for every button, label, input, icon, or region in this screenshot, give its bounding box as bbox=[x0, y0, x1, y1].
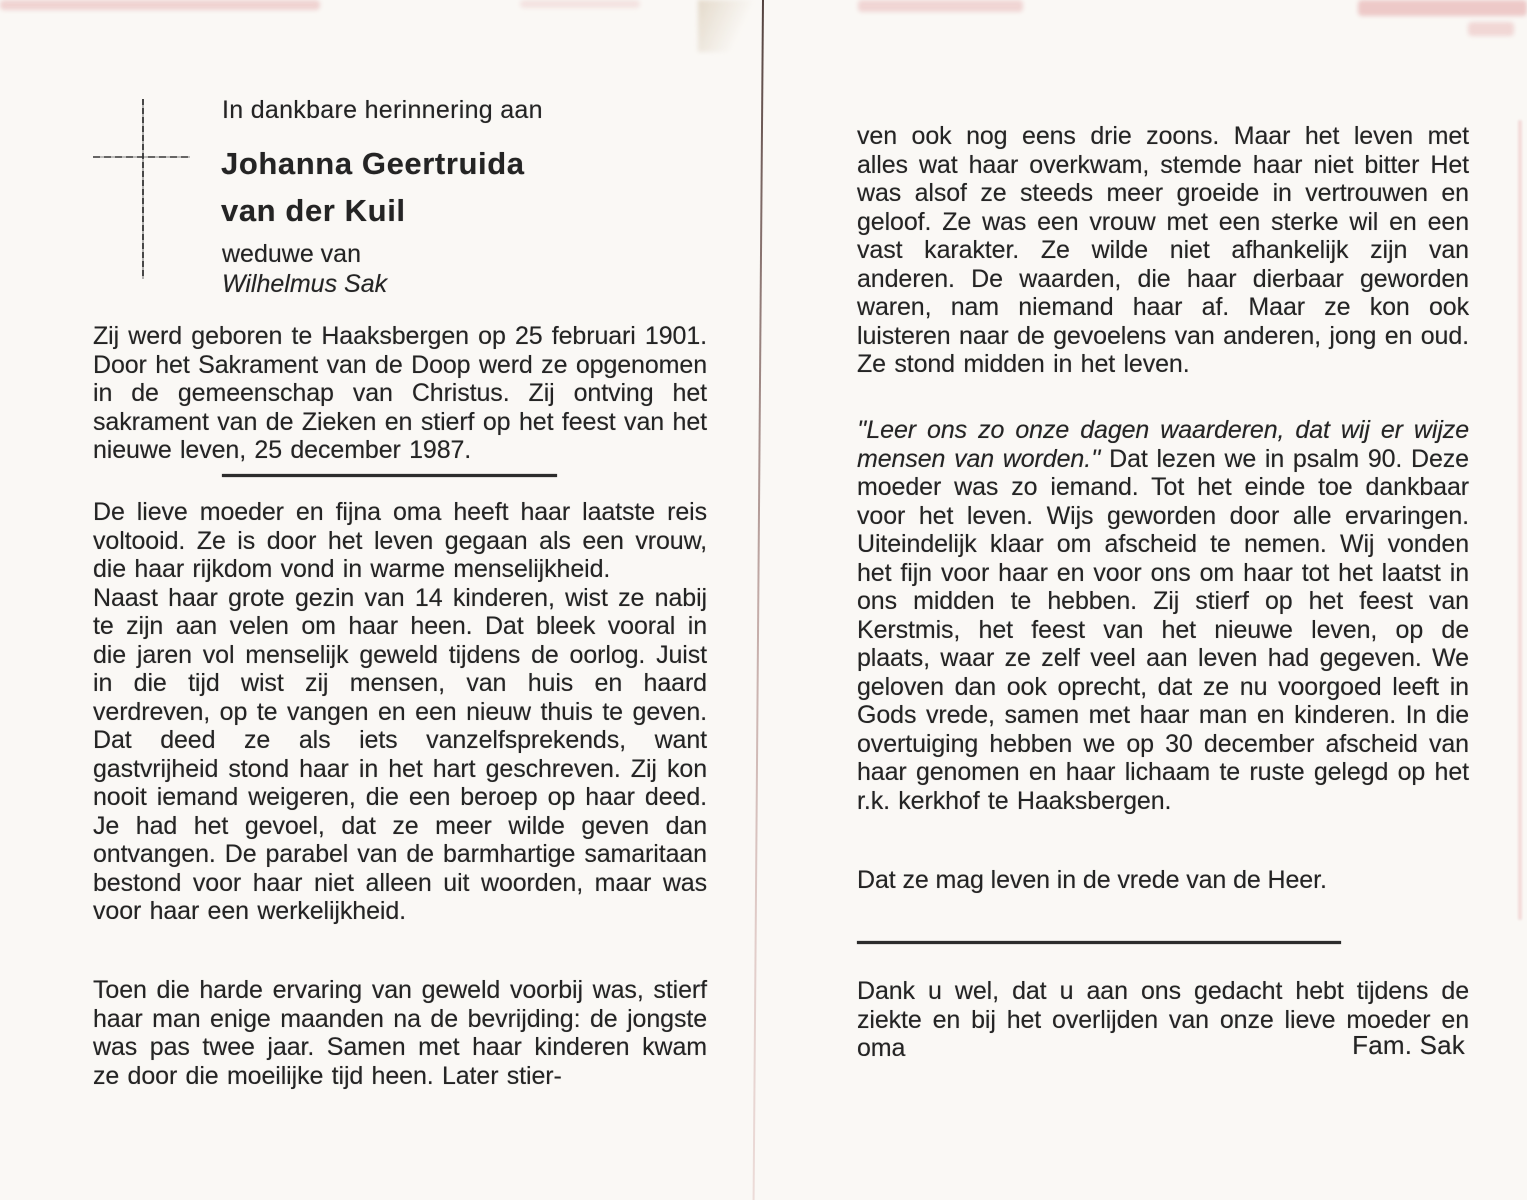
right-page-divider bbox=[857, 941, 1341, 944]
thanks-paragraph: Dank u wel, dat u aan ons gedacht hebt tijdens de ziekte en bij het overlijden van onze lieve moeder en oma bbox=[857, 977, 1469, 1062]
right-page bbox=[763, 0, 1527, 1200]
continuation-paragraph: ven ook nog eens drie zoons. Maar het leven met alles wat haar overkwam, stemde haar niet bitter Het was alsof ze steeds meer groeide in vertrouwen en geloof. Ze was een vrouw met een sterke wil en een vast karakter. Ze wilde niet afhankelijk zijn van anderen. De waarden, die haar dierbaar geworden waren, nam niemand haar af. Maar ze kon ook luisteren naar de gevoelens van anderen, jong en oud. Ze stond midden in het leven. bbox=[857, 122, 1469, 378]
life-paragraph-part-2: Naast haar grote gezin van 14 kinderen, wist ze nabij te zijn aan velen om haar heen. Dat bleek vooral in die jaren vol menselijk geweld tijdens de oorlog. Juist in die tijd wist zij mensen, van huis en haard verdreven, op te vangen en een nieuw thuis te geven. Dat deed ze als iets vanzelfsprekends, want gastvrijheid stond haar in het hart geschreven. Zij kon nooit iemand weigeren, die een beroep op haar deed. Je had het gevoel, dat ze meer wilde geven dan ontvangen. De parabel van de barmhartige samaritaan bestond voor haar niet alleen uit woorden, maar was voor haar een werkelijkheid. bbox=[93, 583, 707, 925]
deceased-name-line-1: Johanna Geertruida bbox=[221, 146, 525, 181]
left-page-divider bbox=[222, 474, 557, 477]
signature: Fam. Sak bbox=[1352, 1030, 1465, 1060]
deceased-name-line-2: van der Kuil bbox=[221, 193, 406, 228]
life-paragraph-part-1: De lieve moeder en fijna oma heeft haar laatste reis voltooid. Ze is door het leven gegaan als een vrouw, die haar rijkdom vond in warme menselijkheid. bbox=[93, 498, 707, 583]
memorial-intro: In dankbare herinnering aan bbox=[222, 96, 543, 124]
blessing-line: Dat ze mag leven in de vrede van de Heer. bbox=[857, 866, 1327, 894]
widow-of-label: weduwe van bbox=[222, 240, 361, 268]
psalm-commentary: Dat lezen we in psalm 90. Deze moeder was zo iemand. Tot het einde toe dankbaar voor het leven. Wijs geworden door alle ervaringen. Uiteindelijk klaar om afscheid te nemen. Wij vonden het fijn voor haar en voor ons om haar tot het laatst in ons midden te hebben. Zij stierf op het feest van Kerstmis, het feest van het nieuwe leven, op de plaats, waar ze zelf veel aan leven had gegeven. We geloven dan ook oprecht, dat ze nu voorgoed leeft in Gods vrede, samen met haar man en kinderen. In die overtuiging hebben we op 30 december afscheid van haar genomen en haar lichaam te ruste gelegd op het r.k. kerkhof te Haaksbergen. bbox=[857, 444, 1469, 815]
birth-paragraph: Zij werd geboren te Haaksbergen op 25 februari 1901. Door het Sakrament van de Doop werd ze opgenomen in de gemeenschap van Christus. Zij ontving het sakrament van de Zieken en stierf op het feest van het nieuwe leven, 25 december 1987. bbox=[93, 322, 707, 464]
psalm-paragraph bbox=[857, 416, 1469, 815]
psalm-quote: ''Leer ons zo onze dagen waarderen, dat wij er wijze mensen van worden.'' bbox=[857, 416, 1469, 473]
war-paragraph: Toen die harde ervaring van geweld voorbij was, stierf haar man enige maanden na de bevrijding: de jongste was pas twee jaar. Samen met haar kinderen kwam ze door die moeilijke tijd heen. Later stier- bbox=[93, 976, 707, 1090]
life-paragraph bbox=[93, 498, 707, 926]
cross-icon-vertical-bar bbox=[142, 99, 144, 279]
deceased-name bbox=[221, 140, 525, 234]
husband-name: Wilhelmus Sak bbox=[222, 270, 388, 298]
cross-icon-horizontal-bar bbox=[93, 156, 190, 158]
left-page bbox=[0, 0, 763, 1200]
